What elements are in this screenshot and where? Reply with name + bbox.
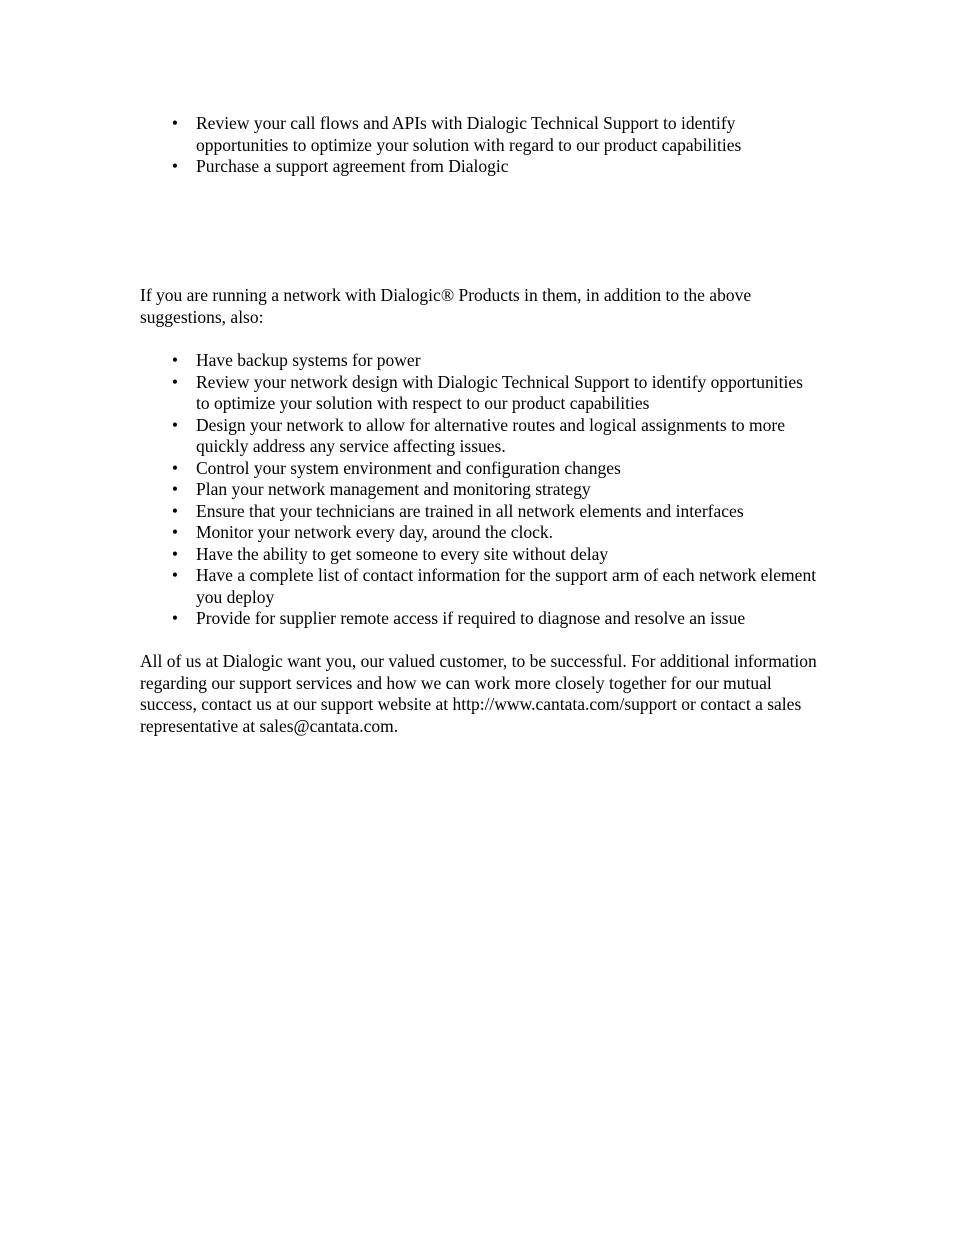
list-item-text: Have a complete list of contact information for the support arm of each network element you deploy [196, 565, 817, 607]
list-item [140, 544, 820, 566]
bullet-icon: • [171, 500, 179, 521]
list-item [140, 415, 820, 458]
network-intro-paragraph: If you are running a network with Dialogic® Products in them, in addition to the above suggestions, also: [140, 285, 752, 327]
bullet-icon: • [171, 543, 179, 564]
list-item [140, 156, 820, 178]
list-item [140, 522, 820, 544]
list-item [140, 113, 820, 156]
list-item-text: Review your call flows and APIs with Dialogic Technical Support to identify opportunities to optimize your solution with regard to our product capabilities [196, 113, 742, 155]
bullet-icon: • [171, 565, 179, 585]
list-item-text: Monitor your network every day, around the clock. [196, 522, 554, 542]
list-item-text: Ensure that your technicians are trained in all network elements and interfaces [196, 500, 744, 521]
bullet-icon: • [171, 522, 179, 542]
bullet-icon: • [171, 156, 179, 176]
list-item [140, 565, 820, 608]
list-item [140, 479, 820, 501]
bullet-icon: • [171, 457, 179, 478]
top-bullet-list [140, 113, 820, 178]
list-item-text: Provide for supplier remote access if required to diagnose and resolve an issue [196, 608, 746, 628]
bullet-icon: • [171, 350, 179, 370]
closing-paragraph: All of us at Dialogic want you, our valued customer, to be successful. For additional information regarding our support services and how we can work more closely together for our mutual success, contact us at our support website at http://www.cantata.com/support or contact a sales representative at sales@cantata.com. [140, 651, 817, 736]
list-item-text: Review your network design with Dialogic Technical Support to identify opportunities to optimize your solution with respect to our product capabilities [196, 371, 803, 413]
list-item-text: Control your system environment and configuration changes [196, 457, 621, 478]
list-item-text: Have the ability to get someone to every site without delay [196, 543, 609, 564]
list-item [140, 501, 820, 523]
list-item [140, 372, 820, 415]
list-item [140, 458, 820, 480]
bullet-icon: • [171, 414, 179, 435]
bullet-icon: • [171, 479, 179, 499]
list-item [140, 608, 820, 630]
bullet-icon: • [171, 113, 179, 133]
list-item-text: Have backup systems for power [196, 350, 421, 370]
list-item [140, 350, 820, 372]
network-bullet-list [140, 350, 820, 630]
list-item-text: Plan your network management and monitoring strategy [196, 479, 591, 499]
list-item-text: Design your network to allow for alternative routes and logical assignments to more quickly address any service affecting issues. [196, 414, 786, 456]
list-item-text: Purchase a support agreement from Dialogic [196, 156, 509, 176]
bullet-icon: • [171, 608, 179, 628]
bullet-icon: • [171, 371, 179, 392]
